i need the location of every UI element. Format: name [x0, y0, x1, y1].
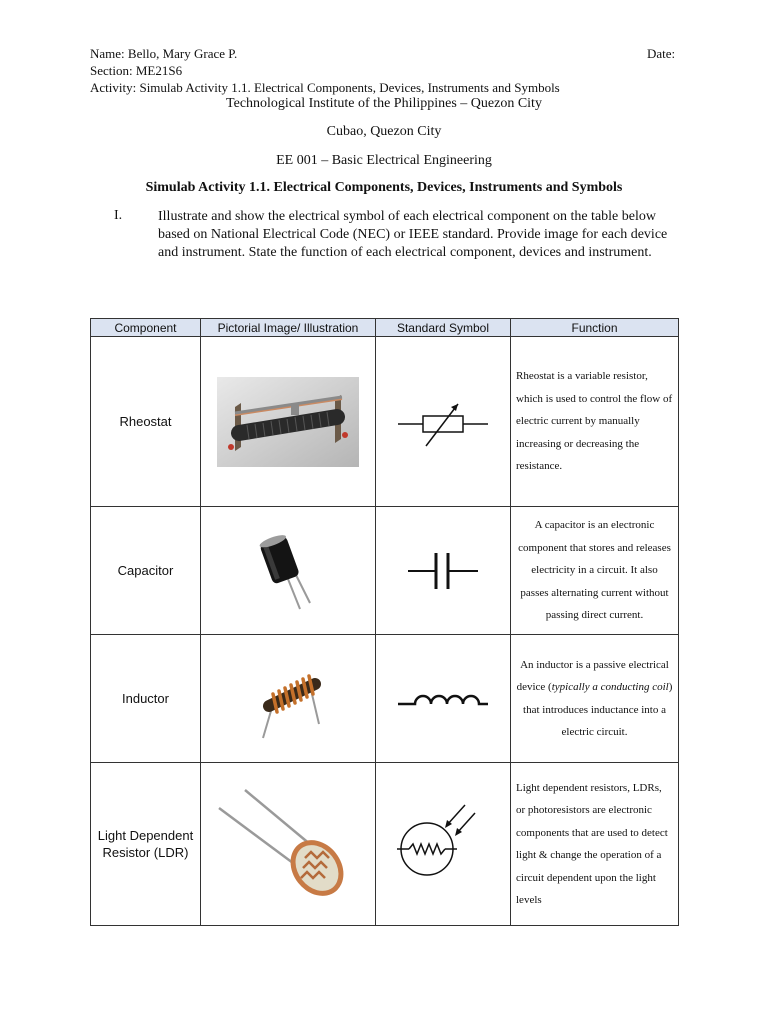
component-name: Capacitor: [91, 507, 201, 635]
function-text-emphasis: typically a conducting coil: [551, 681, 669, 693]
function-text-part: An inductor is a passive electrical device (: [516, 658, 669, 693]
function-text: Rheostat is a variable resistor, which is used to control the flow of electric current by manually increasing or decreasing the resistance.: [511, 337, 679, 507]
institute-name: Technological Institute of the Philippines – Quezon City: [226, 96, 542, 111]
rheostat-photo: [201, 337, 376, 507]
inductor-photo: [201, 635, 376, 763]
activity-title: Simulab Activity 1.1. Electrical Components, Devices, Instruments and Symbols: [145, 180, 623, 195]
activity-label: Activity: Simulab Activity 1.1. Electrical Components, Devices, Instruments and Symbols: [90, 80, 560, 95]
instruction-text: Illustrate and show the electrical symbol of each electrical component on the table below based on National Electrical Code (NEC) or IEEE standard. Provide image for each device and instrument. State the function of each electrical component, devices and instrument.: [158, 209, 668, 260]
function-text: [511, 635, 679, 763]
function-text: Light dependent resistors, LDRs, or photoresistors are electronic components that are used to detect light & change the operation of a circuit dependent upon the light levels: [511, 763, 679, 926]
table-row: [91, 337, 679, 507]
header-component: Component: [91, 319, 201, 337]
capacitor-photo: [201, 507, 376, 635]
header-pictorial: Pictorial Image/ Illustration: [201, 319, 376, 337]
components-table: [90, 318, 679, 926]
header-symbol: Standard Symbol: [376, 319, 511, 337]
function-text: A capacitor is an electronic component that stores and releases electricity in a circuit. It also passes alternating current without passing direct current.: [511, 507, 679, 635]
instruction-number: I.: [114, 208, 123, 223]
table-row: [91, 763, 679, 926]
table-row: [91, 507, 679, 635]
student-name: Name: Bello, Mary Grace P.: [90, 46, 238, 61]
table-row: [91, 635, 679, 763]
inductor-symbol: [376, 635, 511, 763]
ldr-symbol: [376, 763, 511, 926]
variable-resistor-symbol: [376, 337, 511, 507]
component-name: Light Dependent Resistor (LDR): [91, 763, 201, 926]
function-text-part: ) that introduces inductance into a electric circuit.: [523, 681, 673, 738]
section-label: Section: ME21S6: [90, 63, 183, 78]
component-name: Inductor: [91, 635, 201, 763]
component-name: Rheostat: [91, 337, 201, 507]
table-header-row: [91, 319, 679, 337]
header-function: Function: [511, 319, 679, 337]
course-title: EE 001 – Basic Electrical Engineering: [276, 153, 492, 168]
institute-location: Cubao, Quezon City: [326, 124, 442, 139]
ldr-photo: [201, 763, 376, 926]
capacitor-symbol: [376, 507, 511, 635]
date-label: Date:: [647, 46, 676, 61]
